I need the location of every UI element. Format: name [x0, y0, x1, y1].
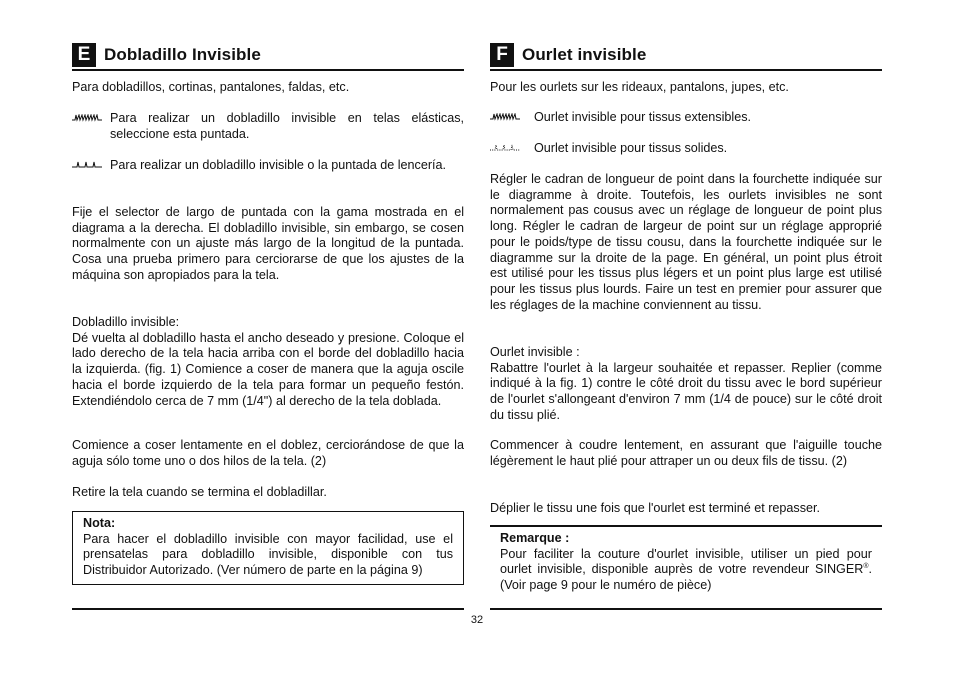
subheading: Dobladillo invisible:	[72, 315, 180, 329]
paragraph: Rabattre l'ourlet à la largeur souhaitée et repasser. Replier (comme indiqué à la fig. 1) contre le côté droit du tissu avec le bord supérieur de l'ourlet s'allongeant d'environ 7 mm (1/4 de pouce) sur le côté droit du tissu plié.	[490, 360, 882, 422]
stitch-description: Para realizar un dobladillo invisible o la puntada de lencería.	[110, 158, 447, 172]
footer-rule	[490, 608, 882, 610]
note-text: Para hacer el dobladillo invisible con mayor facilidad, use el prensatelas para dobladillo invisible, disponible con tus Distribuidor Autorizado. (Ver número de parte en la página 9)	[83, 531, 453, 578]
intro-text: Para dobladillos, cortinas, pantalones, faldas, etc.	[72, 80, 350, 94]
paragraph-block	[490, 345, 882, 424]
paragraph: Déplier le tissu une fois que l'ourlet est terminé et repasser.	[490, 501, 821, 515]
paragraph: Retire la tela cuando se termina el dobladillar.	[72, 485, 327, 499]
page-number: 32	[470, 614, 484, 626]
blind-hem-stitch-icon	[490, 141, 534, 157]
elastic-blind-hem-stitch-icon	[72, 111, 110, 142]
stitch-item-blind	[490, 141, 882, 157]
section-header	[490, 42, 882, 71]
paragraph: Dé vuelta al dobladillo hasta el ancho deseado y presione. Coloque el lado derecho de la tela hacia arriba con el borde del dobladillo hacia la izquierda. (fig. 1) Comience a coser de manera que la aguja oscile hacia el borde izquierdo de la tela para formar un pequeño festón. Extendiéndolo cerca de 7 mm (1/4") al derecho de la tela doblada.	[72, 330, 464, 408]
elastic-blind-hem-stitch-icon	[490, 110, 534, 126]
note-box	[72, 511, 464, 585]
intro-text: Pour les ourlets sur les rideaux, pantalons, jupes, etc.	[490, 80, 789, 94]
note-text: Pour faciliter la couture d'ourlet invisible, utiliser un pied pour ourlet invisible, disponible auprès de votre revendeur SINGER®. (Voir page 9 pour le numéro de pièce)	[500, 546, 872, 593]
stitch-description: Ourlet invisible pour tissus extensibles.	[534, 110, 751, 124]
paragraph: Régler le cadran de longueur de point dans la fourchette indiquée sur le diagramme à droite. Toutefois, les ourlets invisibles ne sont normalement pas cousus avec un réglage de longueur de point plus long. Régler le cadran de largeur de point sur un réglage approprié pour le poids/type de tissu cousu, dans la fourchette indiquée sur le diagramme sur la droite de la page. En général, un point plus étroit est utilisé pour les tissus plus légers et un point plus large est utilisé pour les tissus plus lourds. Faire un test en premier pour assurer que les réglages de la machine conviennent au tissu.	[490, 172, 882, 312]
section-title: Ourlet invisible	[522, 45, 647, 64]
registered-mark: ®	[863, 563, 869, 571]
section-header	[72, 42, 464, 71]
stitch-item-elastic	[490, 110, 882, 126]
section-title: Dobladillo Invisible	[104, 45, 261, 64]
note-title: Nota:	[83, 516, 116, 530]
language-badge: F	[490, 43, 514, 67]
paragraph-block	[72, 315, 464, 409]
blind-hem-stitch-icon	[72, 158, 110, 174]
stitch-description: Para realizar un dobladillo invisible en telas elásticas, seleccione esta puntada.	[110, 111, 464, 141]
stitch-item-blind	[72, 158, 464, 174]
paragraph: Fije el selector de largo de puntada con la gama mostrada en el diagrama a la derecha. El dobladillo invisible, sin embargo, se cosen normalmente con un ajuste más largo de la longitud de la puntada. Cosa una prueba primero para cerciorarse de que los ajustes de la máquina son apropiados para la tela.	[72, 205, 464, 282]
language-badge: E	[72, 43, 96, 67]
note-box	[490, 525, 882, 599]
paragraph: Comience a coser lentamente en el doblez, cerciorándose de que la aguja sólo tome uno o dos hilos de la tela. (2)	[72, 438, 464, 468]
section-spanish	[72, 42, 464, 578]
paragraph: Commencer à coudre lentement, en assurant que l'aiguille touche légèrement le haut plié pour attraper un ou deux fils de tissu. (2)	[490, 438, 882, 468]
subheading: Ourlet invisible :	[490, 345, 580, 359]
note-title: Remarque :	[500, 531, 570, 545]
section-french	[490, 42, 882, 593]
stitch-item-elastic	[72, 111, 464, 142]
footer-rule	[72, 608, 464, 610]
stitch-description: Ourlet invisible pour tissus solides.	[534, 141, 728, 155]
